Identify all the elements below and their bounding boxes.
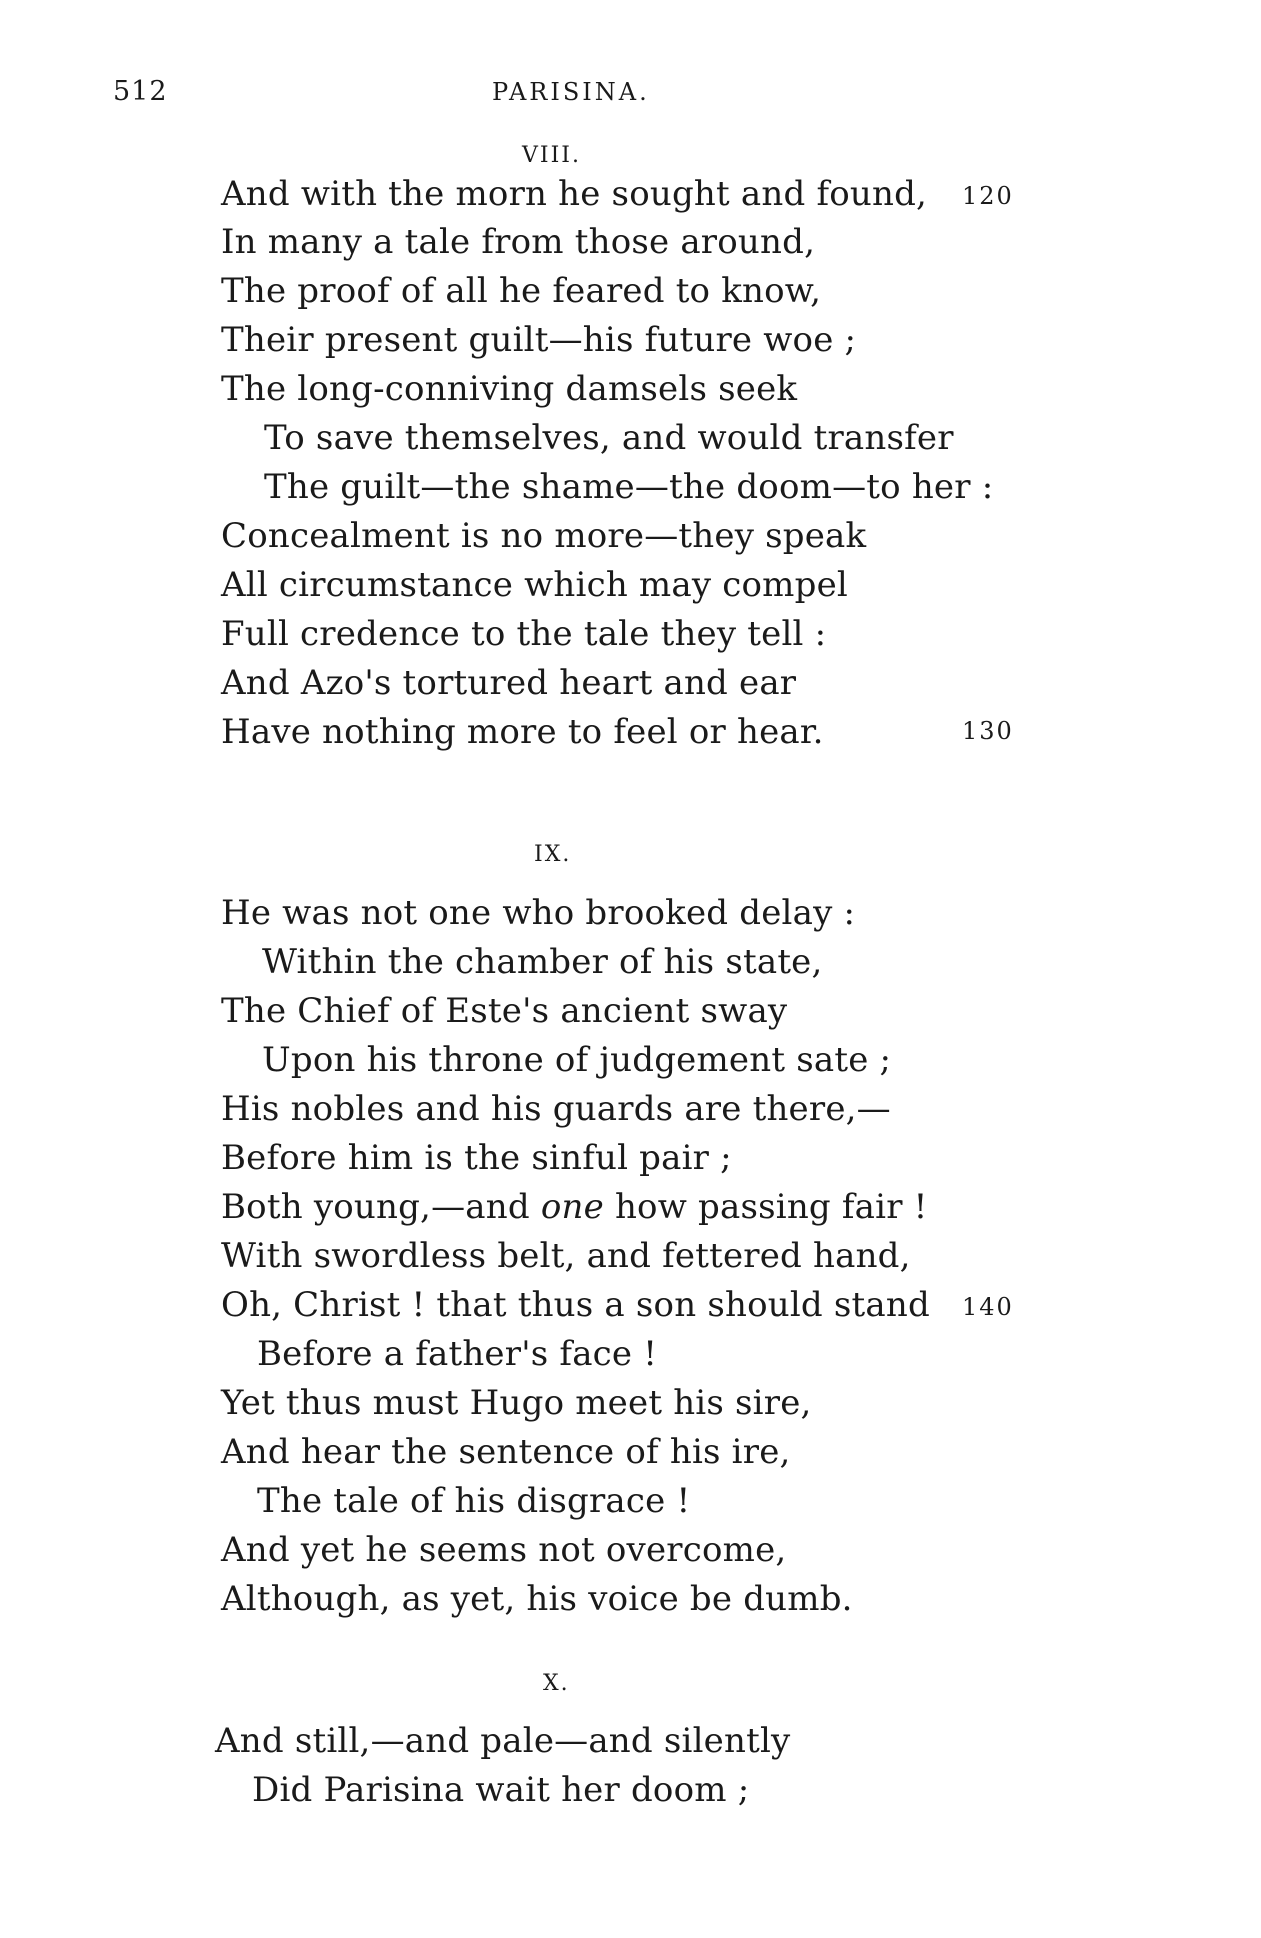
poem-line: Their present guilt—his future woe ; bbox=[221, 320, 857, 360]
poem-line: And yet he seems not overcome, bbox=[221, 1530, 787, 1570]
poem-line: The proof of all he feared to know, bbox=[221, 271, 822, 311]
poem-line: And Azo's tortured heart and ear bbox=[221, 663, 797, 703]
poem-line: His nobles and his guards are there,— bbox=[221, 1089, 891, 1129]
poem-line: Upon his throne of judgement sate ; bbox=[262, 1040, 892, 1080]
line-number: 130 bbox=[962, 717, 1014, 745]
poem-line: With swordless belt, and fettered hand, bbox=[221, 1236, 911, 1276]
running-title: PARISINA. bbox=[492, 78, 650, 106]
emphasized-word: one bbox=[540, 1187, 604, 1227]
poem-line: Concealment is no more—they speak bbox=[221, 516, 867, 556]
poem-line: Oh, Christ ! that thus a son should stand bbox=[221, 1285, 930, 1325]
poem-line: Before him is the sinful pair ; bbox=[221, 1138, 732, 1178]
poem-line: The guilt—the shame—the doom—to her : bbox=[264, 467, 994, 507]
stanza-heading-x: X. bbox=[543, 1671, 570, 1696]
poem-line: Although, as yet, his voice be dumb. bbox=[221, 1579, 853, 1619]
line-number: 120 bbox=[962, 182, 1014, 210]
poem-line: Yet thus must Hugo meet his sire, bbox=[221, 1383, 812, 1423]
poem-line: And hear the sentence of his ire, bbox=[221, 1432, 791, 1472]
poem-line-with-emphasis bbox=[221, 1186, 928, 1228]
stanza-heading-ix: IX. bbox=[534, 842, 572, 867]
poem-line: All circumstance which may compel bbox=[221, 565, 848, 605]
poem-line: To save themselves, and would transfer bbox=[264, 418, 954, 458]
poem-line: He was not one who brooked delay : bbox=[221, 893, 856, 933]
poem-line: Did Parisina wait her doom ; bbox=[252, 1770, 750, 1810]
line-segment: Both young,—and bbox=[221, 1187, 530, 1227]
poem-line: And with the morn he sought and found, bbox=[221, 174, 928, 214]
poem-line: The long-conniving damsels seek bbox=[221, 369, 798, 409]
poem-line: The tale of his disgrace ! bbox=[257, 1481, 691, 1521]
poem-line: In many a tale from those around, bbox=[221, 222, 816, 262]
poem-line: The Chief of Este's ancient sway bbox=[221, 991, 788, 1031]
page-number: 512 bbox=[113, 76, 168, 107]
poem-line: Before a father's face ! bbox=[257, 1334, 658, 1374]
line-segment: how passing fair ! bbox=[614, 1187, 928, 1227]
poem-line: Within the chamber of his state, bbox=[262, 942, 823, 982]
stanza-heading-viii: VIII. bbox=[522, 143, 581, 168]
poem-line: Have nothing more to feel or hear. bbox=[221, 712, 824, 752]
poem-line: And still,—and pale—and silently bbox=[215, 1721, 791, 1761]
line-number: 140 bbox=[962, 1293, 1014, 1321]
poem-line: Full credence to the tale they tell : bbox=[221, 614, 827, 654]
